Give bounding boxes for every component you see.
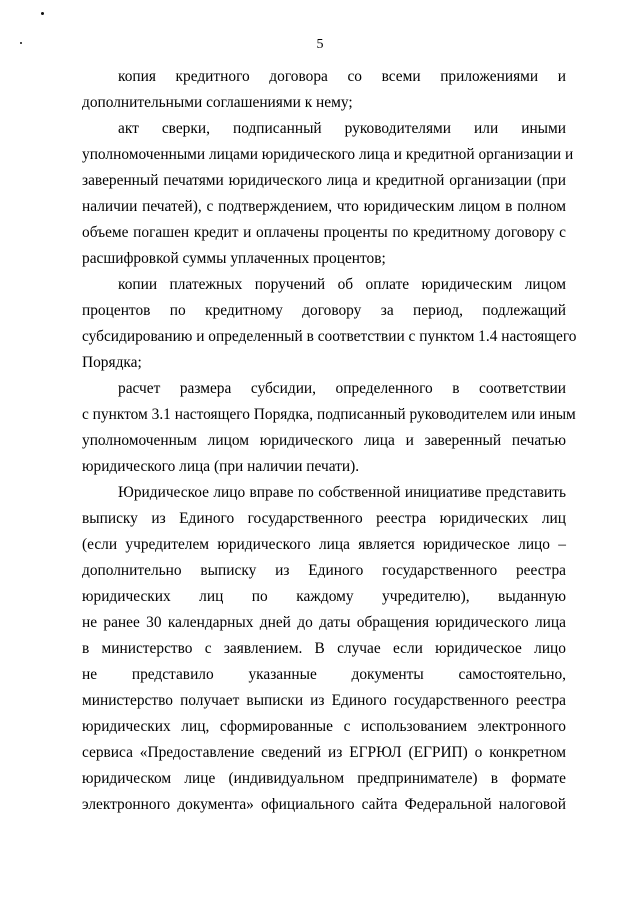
text-line: акт сверки, подписанный руководителями или иными xyxy=(118,120,566,137)
text-line: юридических лиц, сформированные с использованием электронного xyxy=(82,718,566,735)
text-line: копия кредитного договора со всеми приложениями и xyxy=(118,68,566,85)
text-line: расшифровкой суммы уплаченных процентов; xyxy=(82,250,386,267)
text-line: юридического лица (при наличии печати). xyxy=(82,458,360,475)
text-line: (если учредителем юридического лица является юридическое лицо – xyxy=(82,536,566,553)
text-line: юридических лиц по каждому учредителю), выданную xyxy=(82,588,566,605)
text-line: уполномоченным лицом юридического лица и заверенный печатью xyxy=(82,432,566,449)
text-line: в министерство с заявлением. В случае если юридическое лицо xyxy=(82,640,566,657)
text-line: выписку из Единого государственного реестра юридических лиц xyxy=(82,510,566,527)
text-line: расчет размера субсидии, определенного в соответствии xyxy=(118,380,566,397)
text-line: заверенный печатями юридического лица и кредитной организации (при xyxy=(82,172,566,189)
text-line: уполномоченными лицами юридического лица и кредитной организации и xyxy=(82,146,574,163)
text-line: юридическом лице (индивидуальном предпринимателе) в формате xyxy=(82,770,566,787)
text-line: Порядка; xyxy=(82,354,142,371)
text-line: не представило указанные документы самостоятельно, xyxy=(82,666,566,683)
text-line: дополнительно выписку из Единого государственного реестра xyxy=(82,562,566,579)
text-line: с пунктом 3.1 настоящего Порядка, подписанный руководителем или иным xyxy=(82,406,576,423)
text-line: сервиса «Предоставление сведений из ЕГРЮЛ (ЕГРИП) о конкретном xyxy=(82,744,566,761)
scan-artifact-dot xyxy=(41,12,44,15)
text-line: дополнительными соглашениями к нему; xyxy=(82,94,353,111)
text-line: не ранее 30 календарных дней до даты обращения юридического лица xyxy=(82,614,566,631)
text-line: наличии печатей), с подтверждением, что юридическим лицом в полном xyxy=(82,198,566,215)
page-number: 5 xyxy=(316,37,324,52)
text-line: министерство получает выписки из Единого государственного реестра xyxy=(82,692,566,709)
text-line: электронного документа» официального сайта Федеральной налоговой xyxy=(82,796,566,813)
text-line: копии платежных поручений об оплате юридическим лицом xyxy=(118,276,566,293)
text-line: процентов по кредитному договору за период, подлежащий xyxy=(82,302,566,319)
text-line: объеме погашен кредит и оплачены проценты по кредитному договору с xyxy=(82,224,566,241)
text-line: Юридическое лицо вправе по собственной инициативе представить xyxy=(118,484,566,501)
text-line: субсидированию и определенный в соответствии с пунктом 1.4 настоящего xyxy=(82,328,577,345)
